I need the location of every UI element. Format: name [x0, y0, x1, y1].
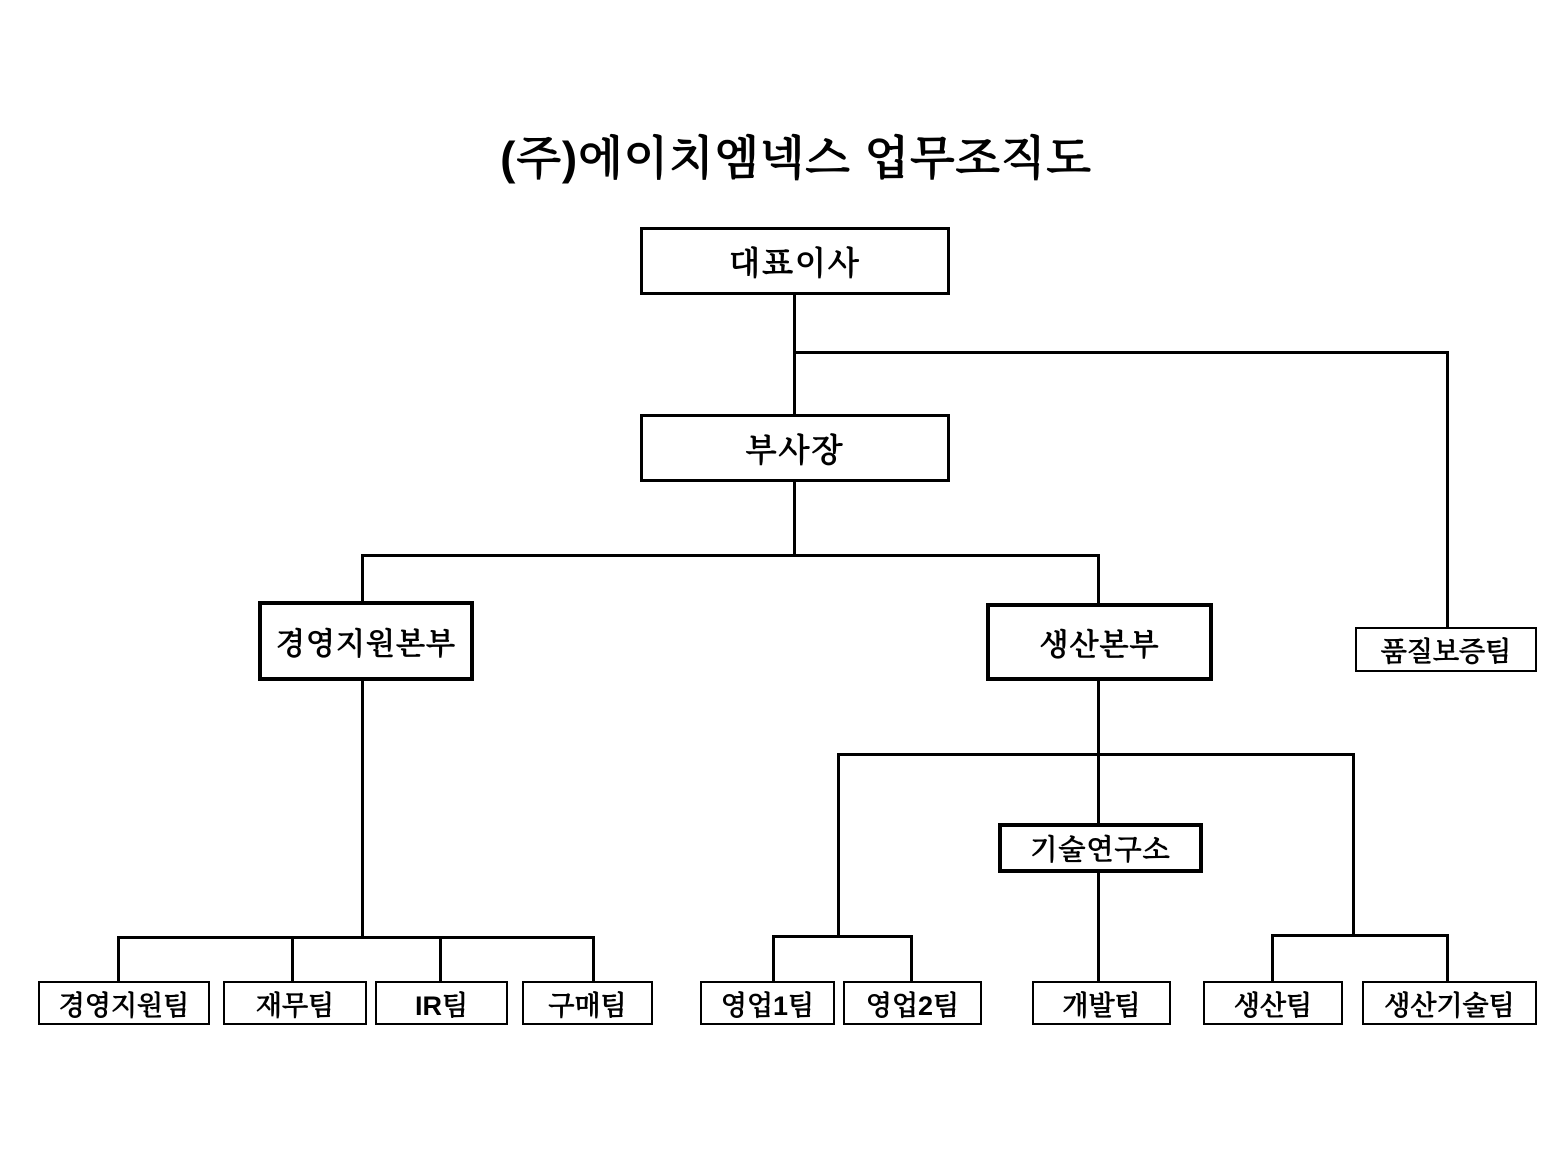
node-ir-team	[375, 981, 508, 1025]
connector-prod-hq-trunk	[1097, 681, 1100, 756]
connector-mgmt-support-team-drop	[117, 936, 120, 981]
connector-prod-hq-drop	[1097, 554, 1100, 603]
connector-qa-drop	[1446, 351, 1449, 627]
connector-vp-stub	[793, 482, 796, 557]
connector-ir-team-drop	[439, 936, 442, 981]
node-production-tech-team-label: 생산기술팀	[1384, 990, 1515, 1021]
connector-sales2-drop	[910, 935, 913, 981]
node-sales-team-1-label: 영업1팀	[720, 990, 815, 1021]
node-management-support-team-label: 경영지원팀	[58, 990, 190, 1021]
chart-title: (주)에이치엠넥스 업무조직도	[500, 132, 1092, 184]
node-purchasing-team-label: 구매팀	[548, 990, 627, 1021]
node-finance-team	[223, 981, 367, 1025]
node-quality-assurance-team-label: 품질보증팀	[1380, 637, 1512, 667]
node-vice-president	[640, 414, 950, 482]
node-tech-research-institute-label: 기술연구소	[1030, 834, 1171, 865]
connector-rnd-drop	[1097, 753, 1100, 825]
node-sales-team-2-label: 영업2팀	[865, 990, 960, 1021]
connector-production-horizontal	[1271, 934, 1449, 937]
connector-rnd-dev-drop	[1097, 873, 1100, 981]
node-production-tech-team	[1362, 981, 1537, 1025]
connector-prod-branch-horizontal	[837, 753, 1355, 756]
connector-production-trunk	[1352, 753, 1355, 936]
connector-sales-horizontal	[772, 935, 913, 938]
node-finance-team-label: 재무팀	[255, 990, 335, 1021]
node-ceo	[640, 227, 950, 295]
node-purchasing-team	[522, 981, 653, 1025]
node-sales-team-2	[843, 981, 982, 1025]
connector-ceo-qa-horizontal	[793, 351, 1449, 354]
connector-mgmt-hq-trunk	[361, 681, 364, 938]
connector-ceo-vp	[793, 295, 796, 414]
connector-vp-branch-horizontal	[361, 554, 1100, 557]
node-ir-team-label: IR팀	[414, 990, 469, 1021]
connector-production-team-drop	[1271, 934, 1274, 981]
node-production-hq-label: 생산본부	[1039, 629, 1160, 662]
node-management-support-team	[38, 981, 210, 1025]
node-ceo-label: 대표이사	[729, 245, 861, 281]
node-dev-team	[1032, 981, 1171, 1025]
node-dev-team-label: 개발팀	[1062, 990, 1141, 1021]
node-tech-research-institute	[998, 823, 1203, 873]
connector-sales-trunk	[837, 753, 840, 937]
node-production-team	[1203, 981, 1343, 1025]
node-sales-team-1	[700, 981, 835, 1025]
node-management-support-hq-label: 경영지원본부	[276, 628, 456, 661]
connector-mgmt-teams-horizontal	[117, 936, 595, 939]
node-quality-assurance-team	[1355, 627, 1537, 672]
connector-finance-team-drop	[291, 936, 294, 981]
connector-purchasing-team-drop	[592, 936, 595, 981]
connector-production-tech-drop	[1446, 934, 1449, 981]
node-management-support-hq	[258, 601, 474, 681]
node-production-team-label: 생산팀	[1233, 990, 1313, 1021]
connector-mgmt-hq-drop	[361, 554, 364, 601]
node-production-hq	[986, 603, 1213, 681]
connector-sales1-drop	[772, 935, 775, 981]
node-vice-president-label: 부사장	[745, 432, 845, 468]
